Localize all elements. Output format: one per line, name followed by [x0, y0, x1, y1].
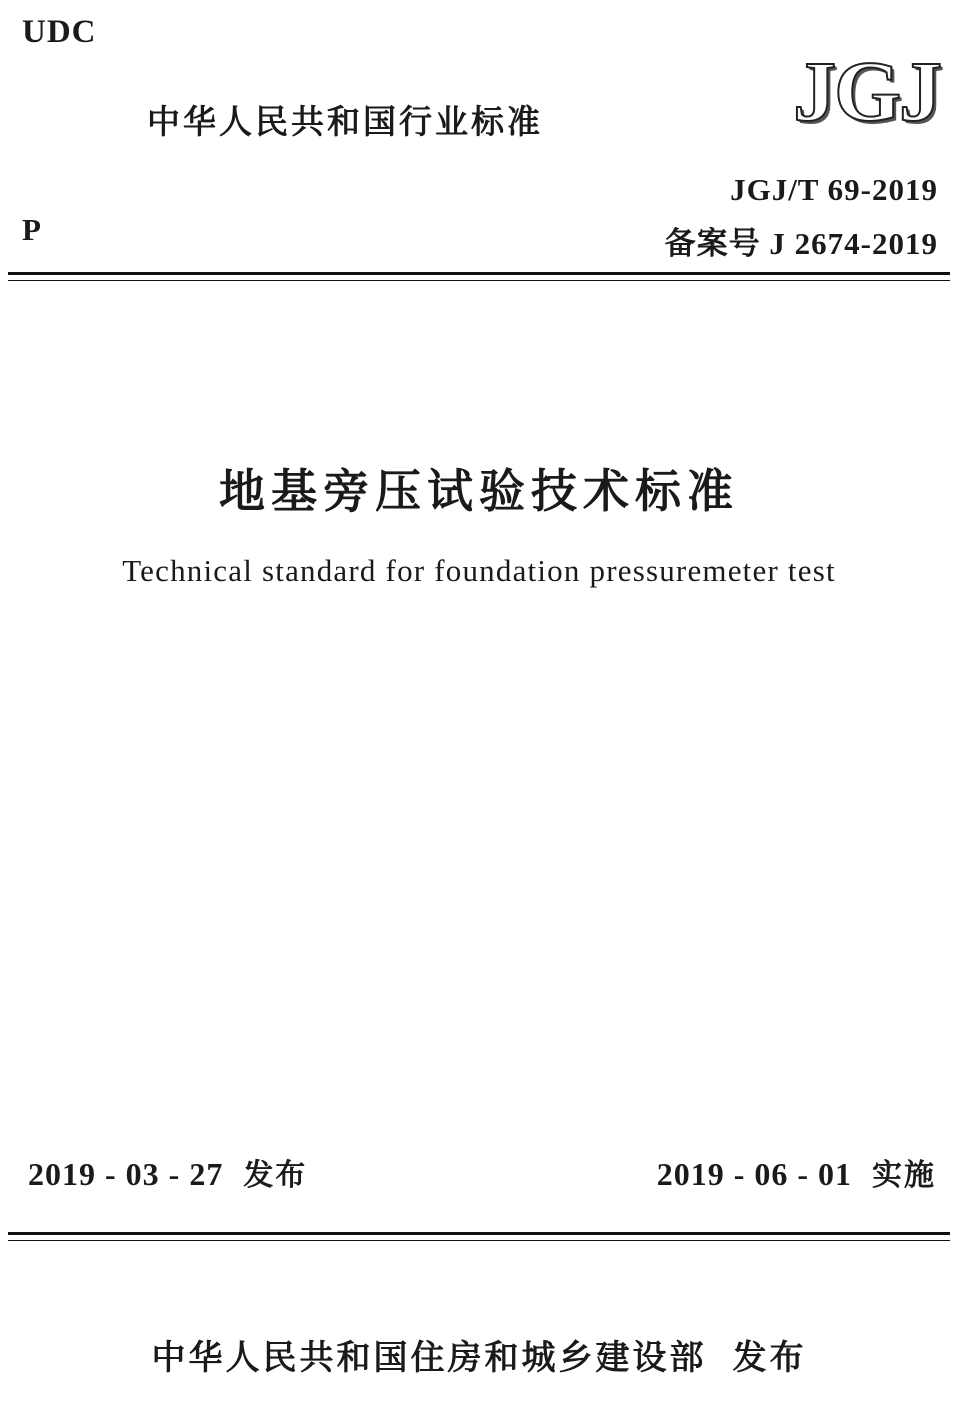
series-title: 中华人民共和国行业标准 — [147, 102, 543, 141]
divider-top-thick — [8, 272, 950, 275]
jgj-logo: JGJ — [793, 43, 940, 139]
publisher-line — [0, 1330, 958, 1379]
udc-label: UDC — [22, 14, 97, 50]
document-title-english: Technical standard for foundation pressuremeter test — [122, 553, 836, 588]
issue-date-label: 发布 — [243, 1158, 308, 1193]
effective-date-block — [657, 1150, 936, 1194]
issue-date-block — [28, 1150, 307, 1194]
issue-date: 2019 - 03 - 27 — [28, 1156, 224, 1192]
classification-p-label: P — [22, 212, 41, 247]
publisher-name: 中华人民共和国住房和城乡建设部 — [151, 1338, 707, 1378]
publisher-verb: 发布 — [732, 1338, 807, 1378]
record-number: 备案号 J 2674-2019 — [664, 226, 938, 261]
standard-code-number: JGJ/T 69-2019 — [730, 172, 938, 207]
divider-bottom-thick — [8, 1232, 950, 1235]
document-title-chinese: 地基旁压试验技术标准 — [219, 464, 739, 518]
effective-date-label: 实施 — [872, 1158, 936, 1193]
divider-bottom-thin — [8, 1240, 950, 1241]
divider-top-thin — [8, 280, 950, 281]
effective-date: 2019 - 06 - 01 — [656, 1156, 852, 1192]
